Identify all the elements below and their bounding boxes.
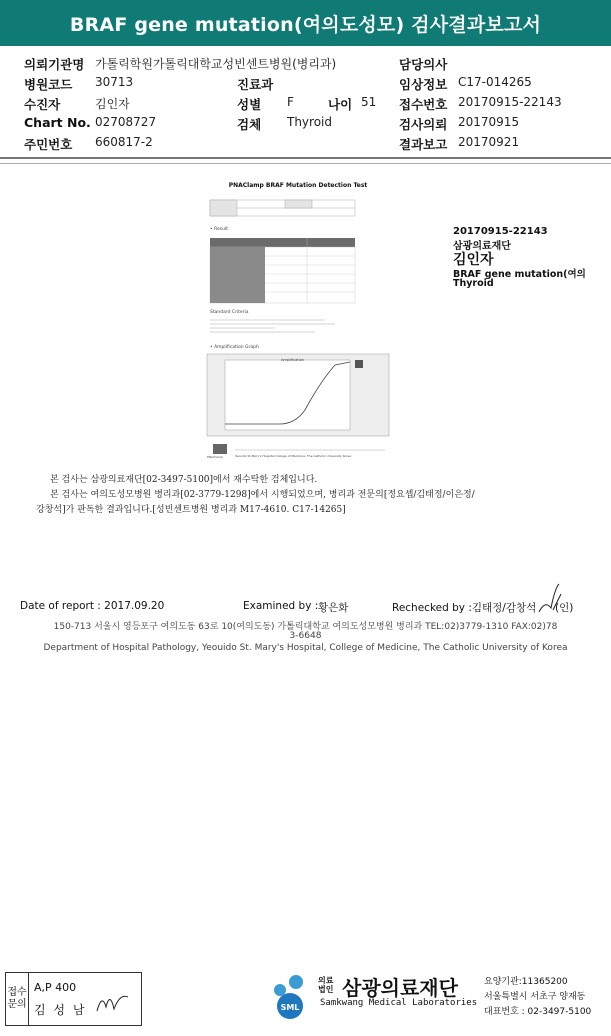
address-english: Department of Hospital Pathology, Yeouido St. Mary's Hospital, College of Medicine, The Catholic University of Korea bbox=[43, 643, 568, 653]
hospital-code-label: 병원코드 bbox=[24, 77, 73, 92]
logo-text: SML bbox=[280, 1003, 300, 1012]
report-signatures bbox=[0, 598, 611, 616]
specimen-value: Thyroid bbox=[287, 115, 332, 129]
sex-label: 성별 bbox=[237, 97, 262, 112]
request-date-value: 20170915 bbox=[458, 115, 520, 129]
sml-logo-icon bbox=[268, 972, 313, 1020]
report-date-value: 20170921 bbox=[458, 135, 520, 149]
inquiry-line2: 김 성 남 bbox=[34, 1003, 87, 1017]
receipt-inquiry-box bbox=[5, 972, 142, 1026]
sex-value: F bbox=[287, 95, 294, 109]
hospital-code-value: 30713 bbox=[95, 75, 134, 89]
chart-no-value: 02708727 bbox=[95, 115, 157, 129]
clinical-info-label: 임상정보 bbox=[399, 77, 448, 92]
receipt-no-label: 접수번호 bbox=[399, 97, 448, 112]
scanned-test-report bbox=[205, 182, 391, 470]
requesting-institution-value: 가톨릭학원가톨릭대학교성빈센트병원(병리과) bbox=[95, 57, 337, 71]
org-name: 삼광의료재단 bbox=[342, 976, 458, 1000]
patient-info-section bbox=[0, 50, 611, 154]
signature-icon bbox=[94, 987, 134, 1017]
resident-no-label: 주민번호 bbox=[24, 137, 73, 152]
org-name-en: Samkwang Medical Laboratories bbox=[320, 998, 478, 1008]
request-date-label: 검사의뢰 bbox=[399, 117, 448, 132]
stamp-patient: 김인자 bbox=[453, 252, 494, 268]
report-date-label: 결과보고 bbox=[399, 137, 448, 152]
patient-label: 수진자 bbox=[24, 97, 61, 112]
org-address: 서울특별시 서초구 양재동 bbox=[484, 992, 586, 1002]
inquiry-side-label: 접수문의 bbox=[6, 973, 29, 1025]
age-value: 51 bbox=[361, 95, 377, 109]
receipt-no-value: 20170915-22143 bbox=[458, 95, 562, 109]
divider bbox=[0, 157, 611, 159]
clinical-info-value: C17-014265 bbox=[458, 75, 532, 89]
department-label: 진료과 bbox=[237, 77, 274, 92]
scan-footer-text: Yeouido St.Mary's Hospital College of Medicine, The Catholic University Korea bbox=[235, 454, 352, 458]
scan-result-label: • Result bbox=[210, 227, 228, 232]
report-date: Date of report : 2017.09.20 bbox=[20, 600, 165, 612]
specimen-label: 검체 bbox=[237, 117, 262, 132]
requesting-institution-label: 의뢰기관명 bbox=[24, 57, 85, 72]
scan-title: PNAClamp BRAF Mutation Detection Test bbox=[228, 182, 368, 189]
org-tel: 대표번호 : 02-3497-5100 bbox=[484, 1007, 592, 1017]
rechecked-by: Rechecked by :김태정/감창석 bbox=[392, 602, 537, 614]
org-prefix: 의료 법인 bbox=[318, 976, 334, 994]
stamp-specimen: Thyroid bbox=[453, 278, 494, 289]
signature-icon bbox=[535, 582, 565, 618]
scan-logo-text: PNAClamp bbox=[207, 455, 223, 459]
scan-criteria-label: Standard Criteria bbox=[210, 310, 249, 315]
divider bbox=[0, 163, 611, 164]
scan-graph-title: Amplification bbox=[281, 358, 304, 362]
seal-mark: (인) bbox=[555, 602, 574, 614]
report-notes bbox=[36, 473, 576, 518]
org-code: 요양기관:11365200 bbox=[484, 977, 568, 987]
attending-physician-label: 담당의사 bbox=[399, 57, 448, 72]
report-title: BRAF gene mutation(여의도성모) 검사결과보고서 bbox=[0, 0, 611, 46]
scan-graph-label: • Amplification Graph bbox=[210, 345, 259, 350]
note-line: 강창석]가 판독한 결과입니다.[성빈센트병원 병리과 M17-4610. C17-14265] bbox=[36, 505, 346, 515]
patient-value: 김인자 bbox=[95, 97, 130, 111]
inquiry-line1: A,P 400 bbox=[34, 981, 77, 994]
age-label: 나이 bbox=[328, 97, 353, 112]
receipt-stamp bbox=[453, 226, 611, 296]
address-line: 3-6648 bbox=[289, 631, 322, 641]
stamp-receipt-no: 20170915-22143 bbox=[453, 226, 548, 237]
resident-no-value: 660817-2 bbox=[95, 135, 153, 149]
examined-label: Examined by : bbox=[243, 600, 319, 612]
stamp-test: BRAF gene mutation(여의 bbox=[453, 269, 586, 280]
examined-by: 황은화 bbox=[318, 602, 349, 614]
note-line: 본 검사는 삼광의료재단[02-3497-5100]에서 재수탁한 검체입니다. bbox=[50, 475, 318, 485]
scan-drawing bbox=[205, 182, 391, 470]
chart-no-label: Chart No. bbox=[24, 115, 91, 130]
stamp-org: 삼광의료재단 bbox=[453, 241, 511, 252]
note-line: 본 검사는 여의도성모병원 병리과[02-3779-1298]에서 시행되었으며, 병리과 전문의[정요셉/김태정/이은정/ bbox=[50, 490, 475, 500]
address-line: 150-713 서울시 영등포구 여의도동 63로 10(여의도동) 가톨릭대학교 여의도성모병원 병리과 TEL:02)3779-1310 FAX:02)78 bbox=[53, 622, 558, 632]
